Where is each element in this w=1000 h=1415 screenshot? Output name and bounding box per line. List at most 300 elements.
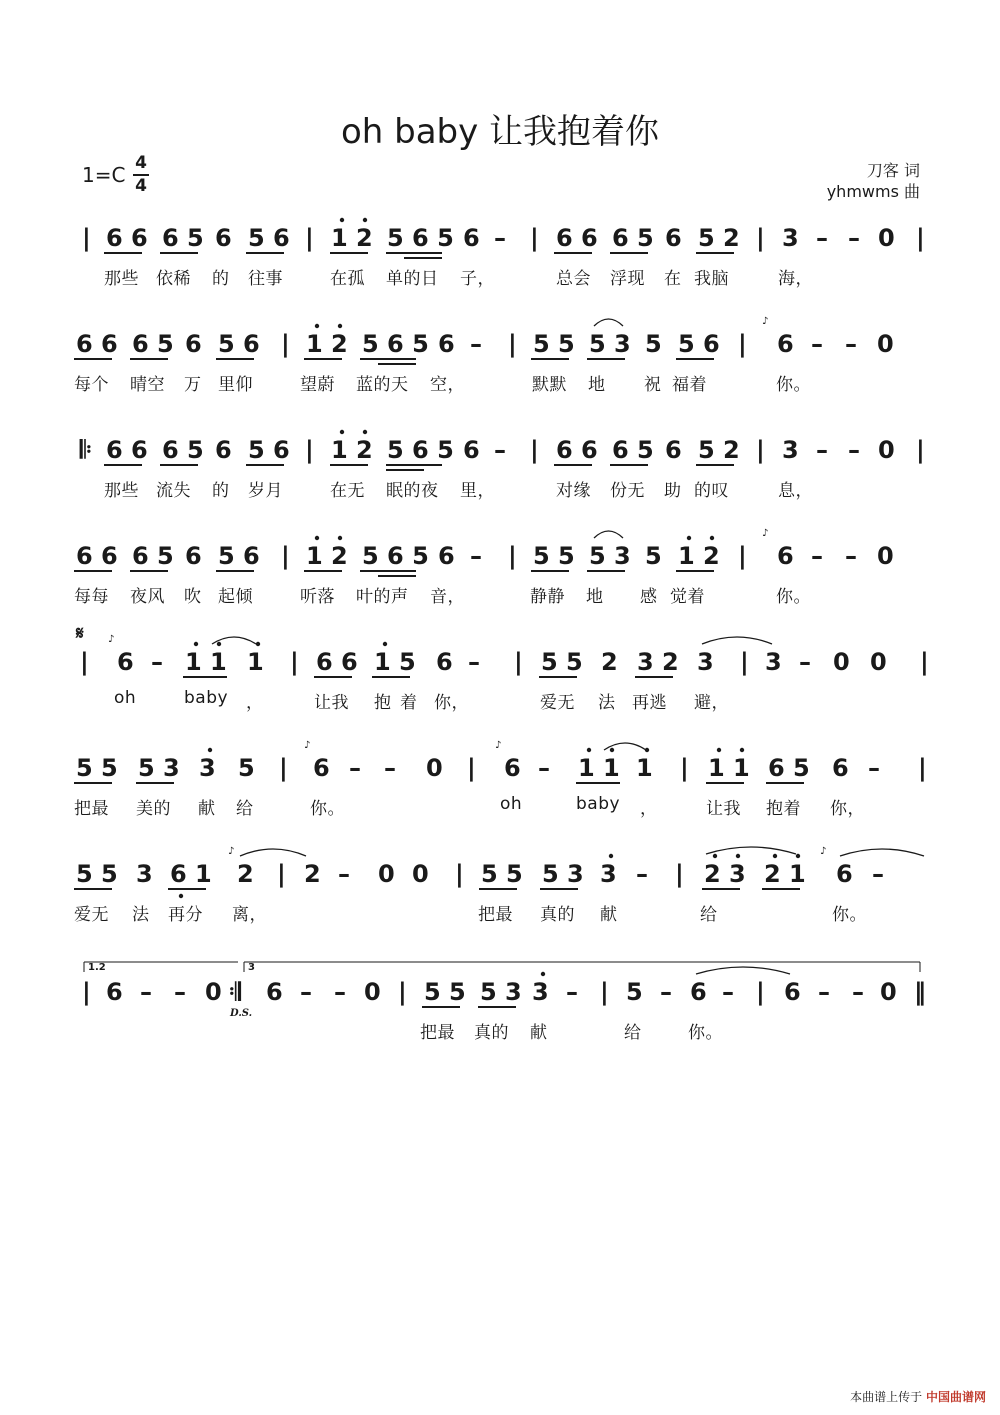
- note-token: 5 5: [481, 860, 523, 888]
- octave-dot: [315, 324, 319, 328]
- lyric-syllable: 份无: [610, 481, 645, 501]
- lyric-syllable: 让我: [314, 693, 349, 713]
- octave-dot: [338, 324, 342, 328]
- note-token: |: [530, 436, 539, 464]
- lyric-syllable: baby: [576, 794, 621, 814]
- note-token: 6 5: [612, 436, 654, 464]
- note-token: |: [740, 648, 749, 676]
- octave-dot: [256, 642, 260, 646]
- site-logo: 中国曲谱网: [925, 1390, 986, 1404]
- note-token: –: [845, 330, 857, 358]
- lyric-syllable: 真的: [474, 1023, 509, 1043]
- note-token: 6: [185, 542, 202, 570]
- note-token: |: [508, 542, 517, 570]
- note-token: 6: [777, 330, 794, 358]
- lyric-syllable: 献: [530, 1023, 548, 1043]
- note-token: |: [514, 648, 523, 676]
- lyric-syllable: 我脑: [694, 269, 729, 289]
- note-token: –: [872, 860, 884, 888]
- note-token: 𝄆: [80, 436, 92, 464]
- lyric-syllable: 空，: [430, 375, 465, 395]
- note-token: –: [848, 224, 860, 252]
- note-token: 3: [782, 436, 799, 464]
- lyric-syllable: 着: [400, 693, 418, 713]
- slur-arc: [604, 743, 646, 750]
- note-token: 6: [665, 436, 682, 464]
- note-token: 6: [665, 224, 682, 252]
- note-token: –: [151, 648, 163, 676]
- lyric-syllable: 给: [624, 1023, 642, 1043]
- lyric-syllable: 爱无: [540, 693, 575, 713]
- note-token: 5 3: [138, 754, 180, 782]
- lyric-syllable: 依稀: [156, 269, 191, 289]
- slur-arc: [594, 319, 623, 326]
- grace-note: ♪: [228, 846, 235, 857]
- note-token: 1 1: [185, 648, 227, 676]
- note-token: –: [816, 224, 828, 252]
- note-token: 2: [237, 860, 254, 888]
- lyric-syllable: 真的: [540, 905, 575, 925]
- note-token: 5: [645, 542, 662, 570]
- lyric-syllable: 再分: [168, 905, 203, 925]
- note-token: 5 2: [698, 436, 740, 464]
- note-token: 6 6: [106, 436, 148, 464]
- note-token: 6 6: [106, 224, 148, 252]
- lyric-syllable: 你。: [688, 1023, 723, 1043]
- note-token: 6 6: [316, 648, 358, 676]
- lyric-syllable: 把最: [74, 799, 109, 819]
- lyric-syllable: 往事: [248, 269, 283, 289]
- note-token: 5 6 5: [362, 330, 429, 358]
- octave-dot: [645, 748, 649, 752]
- grace-note: ♪: [820, 846, 827, 857]
- note-token: 6 5: [132, 542, 174, 570]
- note-token: 5 6 5: [362, 542, 429, 570]
- note-token: 6 6: [556, 224, 598, 252]
- lyric-syllable: 夜风: [130, 587, 165, 607]
- note-token: |: [290, 648, 299, 676]
- footer: [850, 1388, 986, 1405]
- note-token: |: [675, 860, 684, 888]
- note-token: 0: [205, 978, 222, 1006]
- note-token: |: [918, 754, 927, 782]
- note-token: 0: [878, 436, 895, 464]
- lyric-syllable: 默默: [532, 375, 567, 395]
- note-token: –: [300, 978, 312, 1006]
- lyric-syllable: 让我: [706, 799, 741, 819]
- note-token: 1: [247, 648, 264, 676]
- note-token: 6: [313, 754, 330, 782]
- slur-arc: [594, 531, 623, 538]
- note-token: |: [281, 542, 290, 570]
- note-token: 6 5: [132, 330, 174, 358]
- note-token: 5 6: [218, 330, 260, 358]
- lyric-syllable: 万: [184, 375, 202, 395]
- key-signature: 1=C: [82, 163, 126, 187]
- note-token: |: [738, 542, 747, 570]
- lyric-syllable: 把最: [478, 905, 513, 925]
- note-token: 3: [136, 860, 153, 888]
- lyric-syllable: 你。: [310, 799, 345, 819]
- octave-dot: [217, 642, 221, 646]
- note-token: –: [816, 436, 828, 464]
- note-token: 2: [304, 860, 321, 888]
- note-token: 5 6 5: [387, 224, 454, 252]
- lyric-syllable: 再逃: [632, 693, 667, 713]
- lyric-syllable: 抱: [374, 693, 392, 713]
- lyric-syllable: oh: [114, 688, 137, 708]
- lyric-syllable: 晴空: [130, 375, 165, 395]
- octave-dot: [363, 430, 367, 434]
- note-token: 6: [215, 436, 232, 464]
- note-token: 5: [238, 754, 255, 782]
- note-token: |: [916, 224, 925, 252]
- note-token: |: [281, 330, 290, 358]
- note-token: 5 3: [542, 860, 584, 888]
- note-token: 5 5: [533, 542, 575, 570]
- lyric-syllable: 的: [212, 269, 230, 289]
- note-token: –: [494, 224, 506, 252]
- volta-2-label: 3: [248, 962, 255, 973]
- lyric-syllable: 给: [700, 905, 718, 925]
- lyric-syllable: 音，: [430, 587, 465, 607]
- lyric-syllable: 那些: [104, 269, 139, 289]
- note-token: 6: [266, 978, 283, 1006]
- note-token: 2 3: [704, 860, 746, 888]
- note-token: 5 3: [589, 330, 631, 358]
- note-token: |: [80, 648, 89, 676]
- note-token: 3: [782, 224, 799, 252]
- note-token: –: [334, 978, 346, 1006]
- note-token: 6 5: [612, 224, 654, 252]
- note-token: –: [852, 978, 864, 1006]
- segno-sign: 𝄋: [76, 623, 84, 644]
- slur-arc: [840, 849, 924, 856]
- lyric-syllable: 眠的夜: [386, 481, 439, 501]
- note-token: 6: [215, 224, 232, 252]
- note-token: 6: [117, 648, 134, 676]
- lyric-syllable: 抱着: [766, 799, 801, 819]
- note-token: 6: [504, 754, 521, 782]
- note-token: 5 6: [248, 224, 290, 252]
- note-token: 5 5: [424, 978, 466, 1006]
- lyric-syllable: 的: [212, 481, 230, 501]
- lyric-syllable: 避，: [694, 693, 729, 713]
- lyric-syllable: 静静: [530, 587, 565, 607]
- lyric-syllable: 流失: [156, 481, 191, 501]
- octave-dot: [587, 748, 591, 752]
- lyric-syllable: 你，: [434, 693, 469, 713]
- lyric-syllable: baby: [184, 688, 229, 708]
- note-token: 0: [833, 648, 850, 676]
- note-token: 3: [532, 978, 549, 1006]
- note-token: –: [470, 542, 482, 570]
- note-token: 5 5: [541, 648, 583, 676]
- note-token: 5 3: [589, 542, 631, 570]
- note-token: 1 2: [678, 542, 720, 570]
- lyric-syllable: 吹: [184, 587, 202, 607]
- lyric-syllable: 你。: [832, 905, 867, 925]
- octave-dot: [338, 536, 342, 540]
- note-token: 3: [697, 648, 714, 676]
- lyric-syllable: 你。: [776, 587, 811, 607]
- lyric-syllable: 岁月: [248, 481, 283, 501]
- note-token: 3: [765, 648, 782, 676]
- lyric-syllable: 福着: [672, 375, 707, 395]
- note-token: |: [756, 436, 765, 464]
- note-token: 3: [199, 754, 216, 782]
- lyric-syllable: 法: [598, 693, 616, 713]
- lyric-syllable: 觉着: [670, 587, 705, 607]
- note-token: |: [738, 330, 747, 358]
- lyric-syllable: 把最: [420, 1023, 455, 1043]
- note-token: |: [680, 754, 689, 782]
- note-token: 0: [378, 860, 395, 888]
- note-token: –: [799, 648, 811, 676]
- note-token: 0: [412, 860, 429, 888]
- note-token: 5 3: [480, 978, 522, 1006]
- lyric-syllable: 息，: [778, 481, 813, 501]
- note-token: 6 6: [556, 436, 598, 464]
- lyricist-credit: 刀客 词: [866, 161, 920, 180]
- note-token: 6: [836, 860, 853, 888]
- note-token: 1 2: [331, 224, 373, 252]
- note-token: 5 5: [533, 330, 575, 358]
- lyric-syllable: 地: [586, 587, 604, 607]
- lyric-syllable: 蓝的天: [356, 375, 409, 395]
- grace-note: ♪: [304, 740, 311, 751]
- note-token: –: [811, 542, 823, 570]
- note-token: –: [868, 754, 880, 782]
- lyric-syllable: 单的日: [386, 269, 439, 289]
- note-token: 5 6: [218, 542, 260, 570]
- lyric-syllable: 浮现: [610, 269, 645, 289]
- time-signature: [131, 153, 151, 197]
- lyric-syllable: 每个: [74, 375, 109, 395]
- time-sig-beats: 4: [135, 153, 147, 173]
- octave-dot: [609, 854, 613, 858]
- octave-dot: [194, 642, 198, 646]
- lyric-syllable: 爱无: [74, 905, 109, 925]
- note-token: 6 5: [768, 754, 810, 782]
- note-token: 5 6: [678, 330, 720, 358]
- note-token: 0: [880, 978, 897, 1006]
- note-token: 1 2: [306, 330, 348, 358]
- lyric-syllable: 子，: [460, 269, 495, 289]
- note-token: 6 5: [162, 224, 204, 252]
- lyric-syllable: 感: [640, 587, 658, 607]
- note-token: |: [916, 436, 925, 464]
- grace-note: ♪: [762, 528, 769, 539]
- note-token: |: [305, 436, 314, 464]
- note-token: |: [305, 224, 314, 252]
- note-token: 1 1: [708, 754, 750, 782]
- octave-dot: [383, 642, 387, 646]
- octave-dot: [610, 748, 614, 752]
- lyric-syllable: 每每: [74, 587, 109, 607]
- note-token: –: [468, 648, 480, 676]
- note-token: –: [811, 330, 823, 358]
- lyric-syllable: 里，: [460, 481, 495, 501]
- note-token: –: [470, 330, 482, 358]
- note-token: 1 5: [374, 648, 416, 676]
- note-token: –: [384, 754, 396, 782]
- octave-dot: [687, 536, 691, 540]
- grace-note: ♪: [108, 634, 115, 645]
- note-token: |: [920, 648, 929, 676]
- footer-text: 本曲谱上传于: [850, 1390, 923, 1404]
- note-token: 0: [877, 542, 894, 570]
- note-token: –: [140, 978, 152, 1006]
- octave-dot: [717, 748, 721, 752]
- octave-dot: [796, 854, 800, 858]
- note-token: 6: [185, 330, 202, 358]
- note-token: |: [277, 860, 286, 888]
- note-token: –: [636, 860, 648, 888]
- lyric-syllable: oh: [500, 794, 523, 814]
- note-token: 6: [106, 978, 123, 1006]
- note-token: |: [467, 754, 476, 782]
- note-token: 5 5: [76, 754, 118, 782]
- note-token: |: [455, 860, 464, 888]
- note-token: 6: [777, 542, 794, 570]
- lyric-syllable: ，: [640, 799, 658, 819]
- lyric-syllable: 里仰: [218, 375, 253, 395]
- note-token: 6: [463, 224, 480, 252]
- note-token: 3 2: [637, 648, 679, 676]
- lyric-syllable: 法: [132, 905, 150, 925]
- note-token: –: [494, 436, 506, 464]
- note-token: 2: [601, 648, 618, 676]
- note-token: 2 1: [764, 860, 806, 888]
- lyric-syllable: 祝: [644, 375, 662, 395]
- ds-marking: D.S.: [230, 1008, 253, 1019]
- note-token: |: [530, 224, 539, 252]
- note-token: 6: [438, 542, 455, 570]
- octave-dot: [713, 854, 717, 858]
- note-token: 6 1: [170, 860, 212, 888]
- note-token: 𝄇: [229, 978, 241, 1006]
- note-token: 5 5: [76, 860, 118, 888]
- note-token: 6 6: [76, 330, 118, 358]
- note-token: 6: [784, 978, 801, 1006]
- note-token: ‖: [914, 978, 926, 1006]
- note-token: 5: [626, 978, 643, 1006]
- note-token: 1: [636, 754, 653, 782]
- note-token: |: [508, 330, 517, 358]
- octave-dot: [736, 854, 740, 858]
- note-token: |: [756, 224, 765, 252]
- note-token: 5 6 5: [387, 436, 454, 464]
- note-token: |: [756, 978, 765, 1006]
- time-sig-unit: 4: [135, 176, 147, 196]
- octave-dot: [179, 894, 183, 898]
- lyric-syllable: 叶的声: [356, 587, 409, 607]
- note-token: |: [600, 978, 609, 1006]
- note-token: 0: [364, 978, 381, 1006]
- octave-dot: [773, 854, 777, 858]
- note-token: 0: [878, 224, 895, 252]
- lyric-syllable: 助: [664, 481, 682, 501]
- lyric-syllable: 海，: [778, 269, 813, 289]
- grace-note: ♪: [762, 316, 769, 327]
- note-token: –: [174, 978, 186, 1006]
- note-token: 6: [832, 754, 849, 782]
- octave-dot: [740, 748, 744, 752]
- composer-credit: yhmwms 曲: [826, 182, 920, 201]
- note-token: –: [845, 542, 857, 570]
- note-token: 0: [426, 754, 443, 782]
- octave-dot: [363, 218, 367, 222]
- note-token: 6: [436, 648, 453, 676]
- slur-arc: [240, 849, 306, 856]
- lyric-syllable: 地: [588, 375, 606, 395]
- lyric-syllable: ，: [246, 693, 264, 713]
- note-token: 0: [870, 648, 887, 676]
- lyric-syllable: 那些: [104, 481, 139, 501]
- note-token: |: [82, 978, 91, 1006]
- note-token: |: [82, 224, 91, 252]
- note-token: 6: [463, 436, 480, 464]
- note-token: 6: [438, 330, 455, 358]
- lyric-syllable: 你。: [776, 375, 811, 395]
- note-token: |: [398, 978, 407, 1006]
- note-token: –: [338, 860, 350, 888]
- lyric-syllable: 你，: [830, 799, 865, 819]
- lyric-syllable: 给: [236, 799, 254, 819]
- lyric-syllable: 总会: [556, 269, 591, 289]
- lyric-syllable: 望蔚: [300, 375, 335, 395]
- note-token: –: [538, 754, 550, 782]
- octave-dot: [315, 536, 319, 540]
- note-token: 5 2: [698, 224, 740, 252]
- lyric-syllable: 在: [664, 269, 682, 289]
- note-token: –: [818, 978, 830, 1006]
- note-token: –: [848, 436, 860, 464]
- slur-arc: [212, 637, 256, 644]
- grace-note: ♪: [495, 740, 502, 751]
- note-token: 5: [645, 330, 662, 358]
- volta-1-label: 1.2: [88, 962, 106, 973]
- note-token: 6: [690, 978, 707, 1006]
- note-token: 1 2: [331, 436, 373, 464]
- note-token: 3: [600, 860, 617, 888]
- octave-dot: [340, 218, 344, 222]
- slur-arc: [696, 967, 790, 974]
- lyric-syllable: 听落: [300, 587, 335, 607]
- lyric-syllable: 对缘: [556, 481, 591, 501]
- note-token: |: [279, 754, 288, 782]
- lyric-syllable: 献: [600, 905, 618, 925]
- slur-arc: [706, 847, 796, 854]
- lyric-syllable: 的叹: [694, 481, 729, 501]
- note-token: 5 6: [248, 436, 290, 464]
- note-token: –: [660, 978, 672, 1006]
- octave-dot: [710, 536, 714, 540]
- note-token: –: [722, 978, 734, 1006]
- lyric-syllable: 起倾: [218, 587, 253, 607]
- note-token: 0: [877, 330, 894, 358]
- note-token: –: [349, 754, 361, 782]
- octave-dot: [541, 972, 545, 976]
- score-title: oh baby 让我抱着你: [340, 112, 660, 152]
- note-token: 1 1: [578, 754, 620, 782]
- lyric-syllable: 在无: [330, 481, 365, 501]
- octave-dot: [208, 748, 212, 752]
- octave-dot: [340, 430, 344, 434]
- lyric-syllable: 美的: [136, 799, 171, 819]
- lyric-syllable: 离，: [232, 905, 267, 925]
